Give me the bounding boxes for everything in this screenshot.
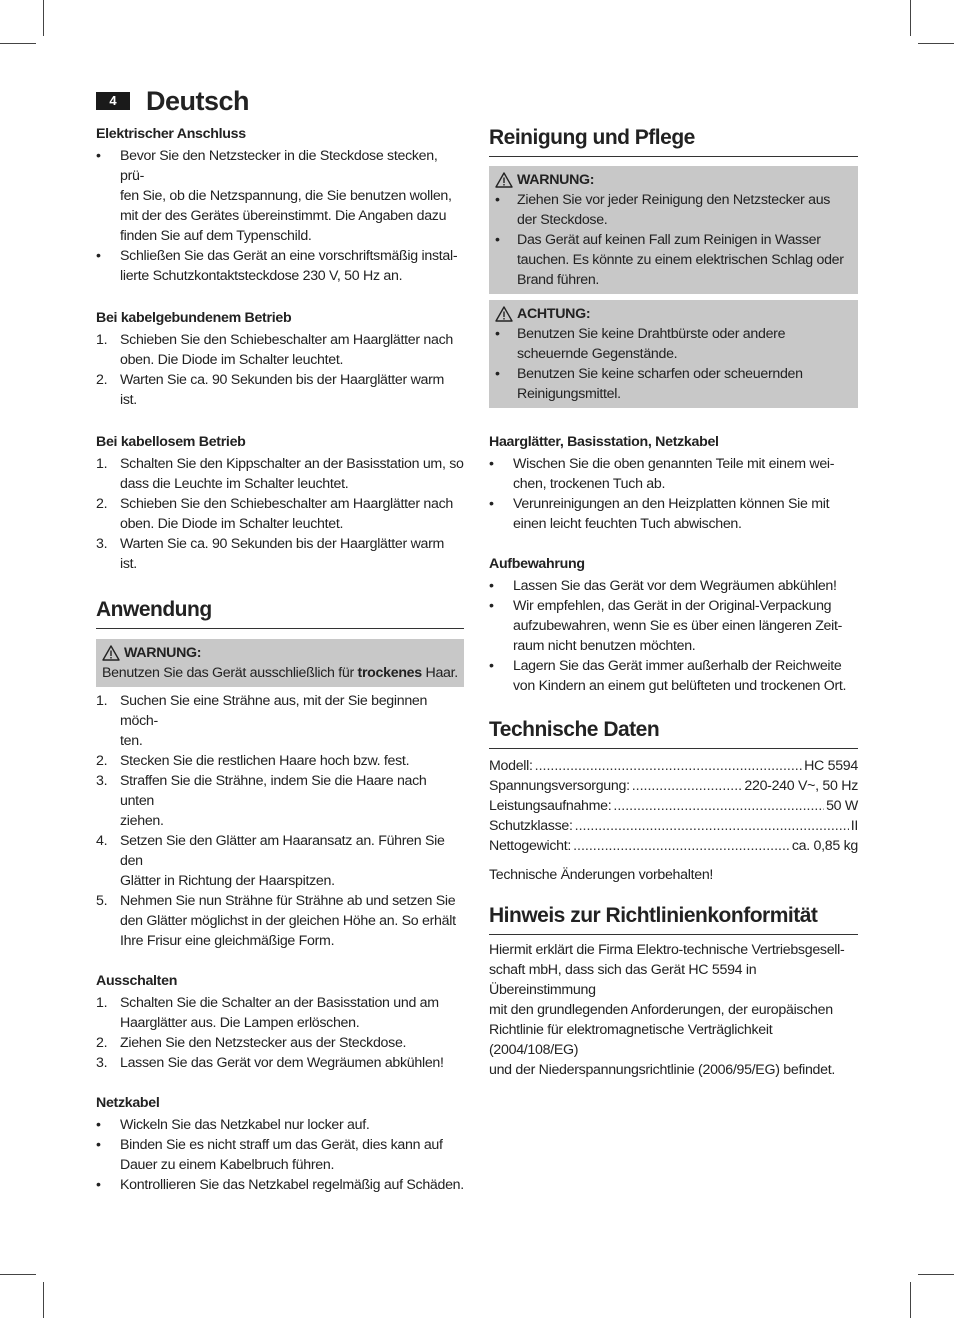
list-item: oben. Die Diode im Schalter leuchtet. <box>120 516 344 532</box>
list-item: 3. Straffen Sie die Strähne, indem Sie die Haare nach unten <box>96 773 427 809</box>
bullet: • <box>495 366 500 382</box>
list-item: • Binden Sie es nicht straff um das Gerät, dies kann auf <box>96 1137 443 1153</box>
list-item: fen Sie, ob die Netzspannung, die Sie benutzen wollen, <box>120 188 452 204</box>
bullet-list <box>489 454 858 534</box>
list-item: oben. Die Diode im Schalter leuchtet. <box>120 352 344 368</box>
list-item: Brand führen. <box>517 272 600 288</box>
bullet: • <box>495 232 500 248</box>
list-item: • Wir empfehlen, das Gerät in der Original-Verpackung <box>489 598 832 614</box>
list-item: mit der des Gerätes übereinstimmt. Die Angaben dazu <box>120 208 447 224</box>
list-item: • Lassen Sie das Gerät vor dem Wegräumen abkühlen! <box>489 578 837 594</box>
list-item: 3. Warten Sie ca. 90 Sekunden bis der Haarglätter warm ist. <box>96 536 445 572</box>
spec-table <box>489 756 858 856</box>
section-title-hinweis: Hinweis zur Richtlinienkonformität <box>489 902 858 935</box>
page-header <box>96 86 858 120</box>
crop-mark <box>918 1274 954 1275</box>
list-item: 1. Suchen Sie eine Strähne aus, mit der Sie beginnen möch- <box>96 693 428 729</box>
list-item: Haarglätter aus. Die Lampen erlöschen. <box>120 1015 360 1031</box>
warning-triangle-icon <box>495 172 513 188</box>
bullet: • <box>96 1117 101 1133</box>
list-item: lierte Schutzkontaktsteckdose 230 V, 50 Hz an. <box>120 268 403 284</box>
bullet: • <box>96 148 101 164</box>
bullet: • <box>489 658 494 674</box>
list-item: raum nicht benutzen möchten. <box>513 638 696 654</box>
section-heading: Ausschalten <box>96 973 178 989</box>
bullet: • <box>489 456 494 472</box>
bullet: • <box>489 598 494 614</box>
crop-mark <box>43 0 44 36</box>
bullet: • <box>96 1137 101 1153</box>
technical-note: Technische Änderungen vorbehalten! <box>489 867 714 883</box>
page-number: 4 <box>96 92 130 110</box>
crop-mark <box>0 1274 36 1275</box>
bullet-list <box>489 576 858 696</box>
spec-row: Nettogewicht: ..... ca. 0,85 kg <box>489 836 858 856</box>
bullet: • <box>489 578 494 594</box>
bullet-list <box>96 146 464 286</box>
warning-text: Benutzen Sie das Gerät ausschließlich für trockenes Haar. <box>102 665 458 681</box>
list-item: der Steckdose. <box>517 212 608 228</box>
list-item: • Benutzen Sie keine scharfen oder scheuernden <box>495 366 803 382</box>
list-item: • Wischen Sie die oben genannten Teile mit einem wei- <box>489 456 835 472</box>
warning-triangle-icon <box>495 306 513 322</box>
list-item: einen leicht feuchten Tuch abwischen. <box>513 516 742 532</box>
list-item: 5. Nehmen Sie nun Strähne für Strähne ab und setzen Sie <box>96 893 456 909</box>
bullet: • <box>489 496 494 512</box>
crop-mark <box>918 43 954 44</box>
list-item: 1. Schalten Sie den Kippschalter an der Basisstation um, so <box>96 456 464 472</box>
caution-title: ACHTUNG: <box>495 304 852 324</box>
crop-mark <box>43 1282 44 1318</box>
list-item: • Das Gerät auf keinen Fall zum Reinigen in Wasser <box>495 232 821 248</box>
list-item: 4. Setzen Sie den Glätter am Haaransatz an. Führen Sie den <box>96 833 445 869</box>
warning-box <box>489 166 858 294</box>
list-item: 2. Warten Sie ca. 90 Sekunden bis der Haarglätter warm ist. <box>96 372 445 408</box>
crop-mark <box>0 43 36 44</box>
section-heading: Elektrischer Anschluss <box>96 126 246 142</box>
list-item: dass die Leuchte im Schalter leuchtet. <box>120 476 349 492</box>
caution-box <box>489 300 858 408</box>
list-item: 3. Lassen Sie das Gerät vor dem Wegräumen abkühlen! <box>96 1055 444 1071</box>
list-item: aufzubewahren, wenn Sie es über einen längeren Zeit- <box>513 618 843 634</box>
warning-triangle-icon <box>102 645 120 661</box>
bullet: • <box>495 192 500 208</box>
bullet-list <box>495 190 852 290</box>
list-item: finden Sie auf dem Typenschild. <box>120 228 312 244</box>
crop-mark <box>910 0 911 36</box>
list-item: Dauer zu einem Kabelbruch führen. <box>120 1157 335 1173</box>
numbered-list <box>96 454 464 574</box>
list-item: scheuernde Gegenstände. <box>517 346 678 362</box>
crop-mark <box>910 1282 911 1318</box>
section-heading: Netzkabel <box>96 1095 160 1111</box>
section-title-anwendung: Anwendung <box>96 596 464 629</box>
section-heading: Bei kabelgebundenem Betrieb <box>96 310 292 326</box>
list-item: von Kindern an einem gut belüfteten und trockenen Ort. <box>513 678 847 694</box>
list-item: 2. Stecken Sie die restlichen Haare hoch bzw. fest. <box>96 753 410 769</box>
list-item: Reinigungsmittel. <box>517 386 621 402</box>
section-heading: Bei kabellosem Betrieb <box>96 434 246 450</box>
left-column <box>96 124 464 1195</box>
section-heading: Haarglätter, Basisstation, Netzkabel <box>489 434 719 450</box>
list-item: • Ziehen Sie vor jeder Reinigung den Netzstecker aus <box>495 192 831 208</box>
list-item: ten. <box>120 733 143 749</box>
conformity-text: Hiermit erklärt die Firma Elektro-technische Vertriebsgesell- schaft mbH, dass sich das Gerät HC 5594 in Übereinstimmung mit den grundlegenden Anforderungen, der europäischen Richtlinie für elektromagnetische Verträglichkeit (2004/108/EG) und der Niederspannungsrichtlinie (2006/95/EG) befindet. <box>489 942 845 1078</box>
list-item: • Benutzen Sie keine Drahtbürste oder andere <box>495 326 786 342</box>
list-item: 2. Ziehen Sie den Netzstecker aus der Steckdose. <box>96 1035 407 1051</box>
warning-title: WARNUNG: <box>102 643 458 663</box>
warning-box <box>96 639 464 687</box>
bullet: • <box>96 1177 101 1193</box>
list-item: den Glätter möglichst in der gleichen Höhe an. So erhält <box>120 913 456 929</box>
numbered-list <box>96 691 464 951</box>
list-item: Ihre Frisur eine gleichmäßige Form. <box>120 933 335 949</box>
list-item: • Verunreinigungen an den Heizplatten können Sie mit <box>489 496 830 512</box>
bullet: • <box>495 326 500 342</box>
list-item: tauchen. Es könnte zu einem elektrischen Schlag oder <box>517 252 844 268</box>
list-item: 2. Schieben Sie den Schiebeschalter am Haarglätter nach <box>96 496 453 512</box>
list-item: 1. Schieben Sie den Schiebeschalter am Haarglätter nach <box>96 332 453 348</box>
list-item: 1. Schalten Sie die Schalter an der Basisstation und am <box>96 995 439 1011</box>
spec-row: Modell: ..... HC 5594 <box>489 756 858 776</box>
right-column <box>489 124 858 1080</box>
warning-title: WARNUNG: <box>495 170 852 190</box>
list-item: Glätter in Richtung der Haarspitzen. <box>120 873 335 889</box>
bullet: • <box>96 248 101 264</box>
list-item: • Kontrollieren Sie das Netzkabel regelmäßig auf Schäden. <box>96 1177 464 1193</box>
list-item: • Lagern Sie das Gerät immer außerhalb der Reichweite <box>489 658 842 674</box>
list-item: chen, trockenen Tuch ab. <box>513 476 666 492</box>
section-title-technische-daten: Technische Daten <box>489 716 858 749</box>
spec-row: Leistungsaufnahme: ..... 50 W <box>489 796 858 816</box>
list-item: • Wickeln Sie das Netzkabel nur locker auf. <box>96 1117 370 1133</box>
section-title-reinigung: Reinigung und Pflege <box>489 124 858 157</box>
list-item: ziehen. <box>120 813 164 829</box>
bullet-list <box>96 1115 464 1195</box>
numbered-list <box>96 330 464 410</box>
section-heading: Aufbewahrung <box>489 556 585 572</box>
page-title: Deutsch <box>146 86 250 116</box>
numbered-list <box>96 993 464 1073</box>
list-item: • Schließen Sie das Gerät an eine vorschriftsmäßig instal- <box>96 248 458 264</box>
spec-row: Schutzklasse: ..... II <box>489 816 858 836</box>
spec-row: Spannungsversorgung: ..... 220-240 V~, 50 Hz <box>489 776 858 796</box>
list-item: • Bevor Sie den Netzstecker in die Steckdose stecken, prü- <box>96 148 438 184</box>
bullet-list <box>495 324 852 404</box>
